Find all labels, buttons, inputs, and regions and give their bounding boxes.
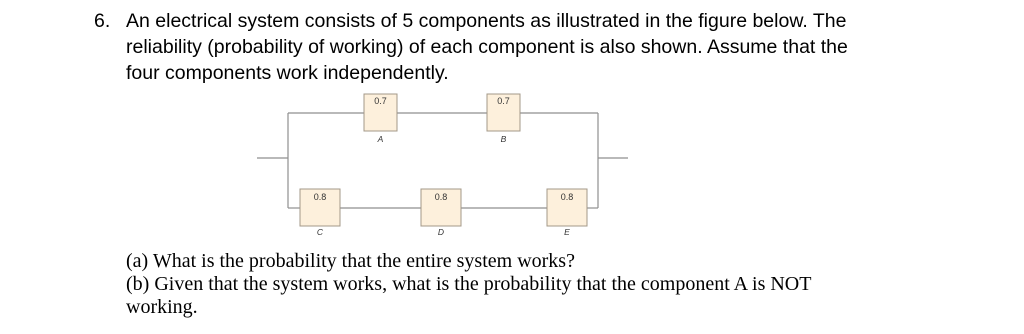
sub-questions	[126, 250, 946, 319]
component-B	[487, 94, 520, 144]
question-b-line-2: working.	[126, 296, 198, 318]
component-label: E	[564, 227, 570, 237]
component-E	[547, 189, 587, 237]
component-reliability: 0.7	[497, 96, 510, 106]
problem-line-2: reliability (probability of working) of each component is also shown. Assume that the	[126, 36, 848, 58]
component-reliability: 0.8	[434, 192, 448, 202]
component-A	[364, 94, 397, 144]
question-a: (a) What is the probability that the entire system works?	[126, 250, 575, 272]
problem-number: 6.	[94, 10, 111, 32]
component-reliability: 0.7	[374, 96, 387, 106]
component-label: B	[500, 134, 507, 144]
component-label: A	[377, 134, 384, 144]
component-D	[421, 189, 461, 237]
component-C	[300, 189, 340, 237]
problem-line-3: four components work independently.	[126, 62, 449, 84]
component-reliability: 0.8	[560, 192, 574, 202]
component-label: C	[316, 227, 324, 237]
component-label: D	[437, 227, 445, 237]
component-reliability: 0.8	[313, 192, 327, 202]
question-b-line-1: (b) Given that the system works, what is the probability that the component A is NOT	[126, 273, 812, 295]
problem-line-1: An electrical system consists of 5 components as illustrated in the figure below. The	[126, 10, 847, 32]
